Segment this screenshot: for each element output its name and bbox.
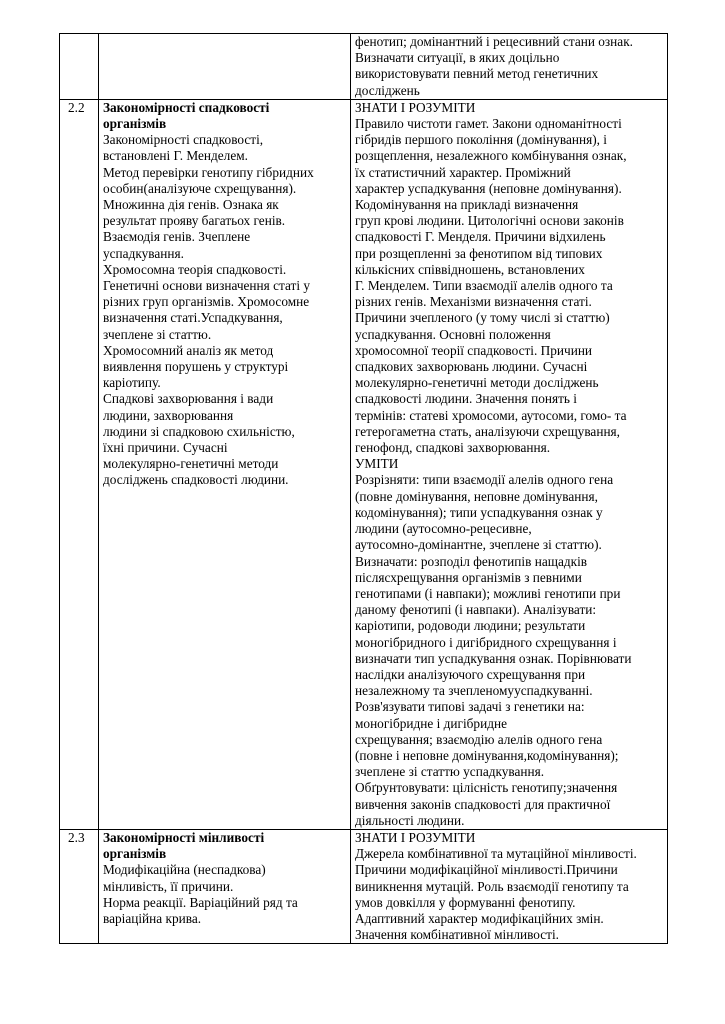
requirements-cell	[351, 34, 668, 100]
row-number: 2.2	[68, 99, 85, 115]
requirements-line: вивчення законів спадковості для практичної	[355, 796, 611, 812]
requirements-line: використовувати певний метод генетичних	[355, 66, 599, 82]
content-line: зчеплене зі статтю.	[103, 326, 212, 342]
content-line: Хромосомна теорія спадковості.	[103, 261, 287, 277]
requirements-line: Кодомінування на прикладі визначення	[355, 197, 579, 213]
requirements-line: Г. Менделем. Типи взаємодії алелів одного та	[355, 278, 613, 294]
requirements-line: генотипами (і навпаки); можливі генотипи при	[355, 585, 621, 601]
content-line: Норма реакції. Варіаційний ряд та	[103, 894, 298, 910]
requirements-line: людини (аутосомно-рецесивне,	[355, 521, 532, 537]
section-title: організмів	[103, 846, 167, 862]
requirements-line: зчеплене зі статтю успадкування.	[355, 764, 545, 780]
section-title: Закономірності мінливості	[103, 829, 265, 845]
requirements-line: гібридів першого покоління (домінування), і	[355, 132, 607, 148]
requirements-line: спадковості Г. Менделя. Причини відхилень	[355, 229, 606, 245]
content-line: людини, захворювання	[103, 407, 234, 423]
requirements-line: Причини модифікаційної мінливості.Причини	[355, 862, 618, 878]
requirements-line: Розв'язувати типові задачі з генетики на:	[355, 699, 585, 715]
content-line: результат прояву багатьох генів.	[103, 213, 286, 229]
requirements-line: діяльності людини.	[355, 812, 465, 828]
content-line: мінливість, її причини.	[103, 878, 234, 894]
requirements-line: досліджень	[355, 82, 420, 98]
requirements-line: Обґрунтовувати: цілісність генотипу;значення	[355, 780, 618, 796]
requirements-line: гетерогаметна стать, аналізуючи схрещування,	[355, 423, 621, 439]
content-line: Закономірності спадковості,	[103, 132, 264, 148]
content-line: молекулярно-генетичні методи	[103, 456, 279, 472]
requirements-line: Адаптивний характер модифікаційних змін.	[355, 910, 604, 926]
requirements-line: Правило чистоти гамет. Закони одноманітності	[355, 116, 622, 132]
requirements-line: даному фенотипі (і навпаки). Аналізувати:	[355, 602, 597, 618]
requirements-line: схрещування; взаємодію алелів одного гена	[355, 731, 603, 747]
table-row	[60, 99, 668, 829]
content-line: Взаємодія генів. Зчеплене	[103, 229, 251, 245]
requirements-line: різних генів. Механізми визначення статі.	[355, 294, 592, 310]
table-body	[60, 34, 668, 944]
content-line: особин(аналізуюче схрещування).	[103, 180, 297, 196]
content-line: Множинна дія генів. Ознака як	[103, 197, 279, 213]
requirements-line: Джерела комбінативної та мутаційної мінливості.	[355, 846, 637, 862]
requirements-line: кількісних співвідношень, встановлених	[355, 261, 585, 277]
content-cell	[99, 34, 351, 100]
requirements-line: хромосомної теорії спадковості. Причини	[355, 342, 593, 358]
content-line: визначення статі.Успадкування,	[103, 310, 283, 326]
requirements-line: виникнення мутацій. Роль взаємодії генотипу та	[355, 878, 629, 894]
row-number-cell	[60, 34, 99, 100]
requirements-line: УМІТИ	[355, 456, 399, 472]
requirements-line: незалежному та зчепленомууспадкуванні.	[355, 683, 593, 699]
content-line: Хромосомний аналіз як метод	[103, 342, 274, 358]
requirements-line: ЗНАТИ І РОЗУМІТИ	[355, 829, 476, 845]
requirements-line: Причини зчепленого (у тому числі зі статтю)	[355, 310, 610, 326]
requirements-line: спадкових захворювань людини. Сучасні	[355, 359, 588, 375]
requirements-line: груп крові людини. Цитологічні основи законів	[355, 213, 624, 229]
content-line: успадкування.	[103, 245, 184, 261]
content-line: Модифікаційна (неспадкова)	[103, 862, 266, 878]
row-number-cell	[60, 829, 99, 943]
requirements-line: термінів: статеві хромосоми, аутосоми, гомо- та	[355, 407, 627, 423]
requirements-line: Значення комбінативної мінливості.	[355, 927, 559, 943]
requirements-line: генофонд, спадкові захворювання.	[355, 440, 551, 456]
requirements-line: молекулярно-генетичні методи досліджень	[355, 375, 599, 391]
requirements-cell	[351, 829, 668, 943]
requirements-line: розщеплення, незалежного комбінування ознак,	[355, 148, 627, 164]
requirements-line: їх статистичний характер. Проміжний	[355, 164, 571, 180]
section-title: Закономірності спадковості	[103, 99, 270, 115]
content-line: варіаційна крива.	[103, 910, 202, 926]
content-line: каріотипу.	[103, 375, 161, 391]
content-line: різних груп організмів. Хромосомне	[103, 294, 310, 310]
requirements-line: Розрізняти: типи взаємодії алелів одного гена	[355, 472, 614, 488]
requirements-line: кодомінування); типи успадкування ознак у	[355, 504, 603, 520]
requirements-line: аутосомно-домінантне, зчеплене зі статтю).	[355, 537, 602, 553]
requirements-line: ЗНАТИ І РОЗУМІТИ	[355, 99, 476, 115]
content-line: Спадкові захворювання і вади	[103, 391, 274, 407]
requirements-line: (повне домінування, неповне домінування,	[355, 488, 598, 504]
content-line: їхні причини. Сучасні	[103, 440, 228, 456]
requirements-line: Визначати: розподіл фенотипів нащадків	[355, 553, 588, 569]
content-line: Генетичні основи визначення статі у	[103, 278, 311, 294]
requirements-line: характер успадкування (неповне домінування).	[355, 180, 622, 196]
content-line: встановлені Г. Менделем.	[103, 148, 248, 164]
content-cell	[99, 99, 351, 829]
requirements-line: моногібридного і дигібридного схрещування і	[355, 634, 617, 650]
content-line: людини зі спадковою схильністю,	[103, 423, 295, 439]
row-number-cell	[60, 99, 99, 829]
requirements-cell	[351, 99, 668, 829]
requirements-line: фенотип; домінантний і рецесивний стани ознак.	[355, 34, 633, 49]
curriculum-table	[59, 33, 668, 944]
section-title: організмів	[103, 116, 167, 132]
requirements-line: успадкування. Основні положення	[355, 326, 551, 342]
requirements-line: визначати тип успадкування ознак. Порівнювати	[355, 650, 632, 666]
table-row	[60, 34, 668, 100]
requirements-line: спадковості людини. Значення понять і	[355, 391, 577, 407]
requirements-line: (повне і неповне домінування,кодомінування);	[355, 747, 619, 763]
requirements-line: наслідки аналізуючого схрещування при	[355, 666, 586, 682]
requirements-line: Визначати ситуації, в яких доцільно	[355, 50, 560, 66]
requirements-line: при розщепленні за фенотипом від типових	[355, 245, 603, 261]
content-cell	[99, 829, 351, 943]
content-line: Метод перевірки генотипу гібридних	[103, 164, 314, 180]
requirements-line: післясхрещування організмів з певними	[355, 569, 582, 585]
table-row	[60, 829, 668, 943]
requirements-line: моногібридне і дигібридне	[355, 715, 507, 731]
requirements-line: умов довкілля у формуванні фенотипу.	[355, 894, 576, 910]
requirements-line: каріотипи, родоводи людини; результати	[355, 618, 586, 634]
row-number: 2.3	[68, 829, 85, 845]
content-line: досліджень спадковості людини.	[103, 472, 289, 488]
content-line: виявлення порушень у структурі	[103, 359, 289, 375]
